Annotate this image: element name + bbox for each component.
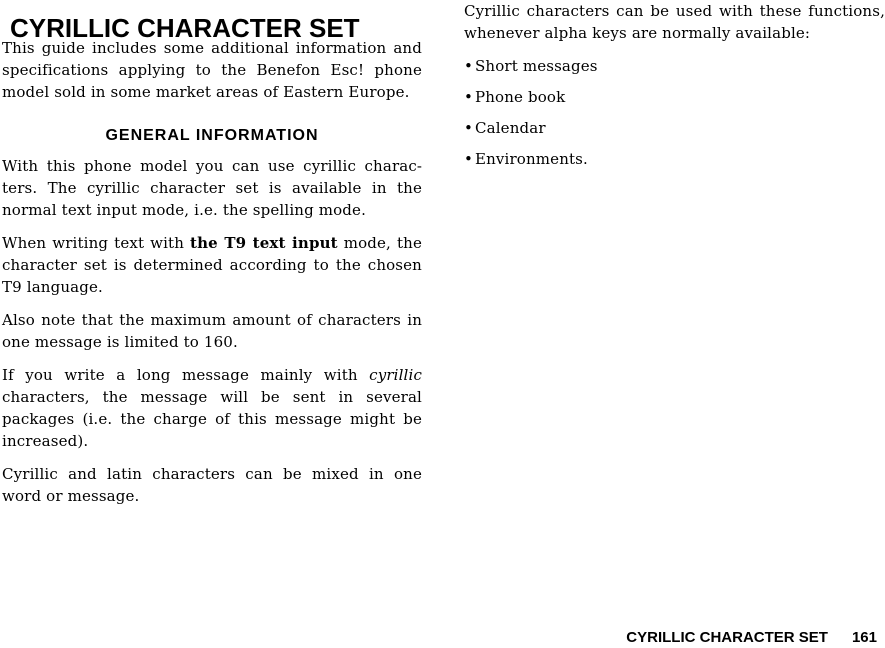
paragraph-character-limit: Also note that the maximum amount of characters in one message is limited to 160. [2, 311, 422, 351]
list-item: • Calendar [464, 119, 546, 137]
right-column [464, 0, 885, 179]
paragraph-long-message-before: If you write a long message mainly with [2, 366, 370, 384]
functions-list [464, 55, 885, 170]
section-heading-general-information: GENERAL INFORMATION [105, 127, 319, 144]
paragraph-mixed-characters: Cyrillic and latin characters can be mixed in one word or message. [2, 465, 422, 505]
paragraph-cyrillic-availability: With this phone model you can use cyrillic characters. The cyrillic character set is available in the normal text input mode, i.e. the spelling mode. [2, 157, 422, 219]
list-item: • Short messages [464, 57, 598, 75]
page-number: 161 [851, 629, 877, 646]
bullet-icon: • [464, 150, 473, 168]
paragraph-long-message-after: characters, the message will be sent in several packages (i.e. the charge of this message might be increased). [2, 388, 422, 450]
page-title: CYRILLIC CHARACTER SET [10, 13, 360, 44]
intro-paragraph: This guide includes some additional information and specifications applying to the Benefon Esc! phone model sold in some market areas of Eastern Europe. [2, 39, 422, 101]
functions-intro-paragraph: Cyrillic characters can be used with these functions, whenever alpha keys are normally available: [464, 2, 885, 42]
paragraph-t9-text-after: mode, the character set is determined according to the chosen T9 language. [2, 234, 422, 296]
footer-section-label: CYRILLIC CHARACTER SET [626, 629, 828, 646]
bullet-icon: • [464, 57, 473, 75]
paragraph-long-message [2, 364, 422, 452]
left-column [2, 37, 422, 518]
cyrillic-emphasis: cyrillic [369, 366, 422, 384]
t9-text-input-emphasis: the T9 text input [190, 234, 338, 252]
bullet-icon: • [464, 119, 473, 137]
bullet-icon: • [464, 88, 473, 106]
paragraph-t9-mode [2, 232, 422, 298]
list-item: • Environments. [464, 150, 588, 168]
paragraph-t9-text-before: When writing text with [2, 234, 191, 252]
page-footer [626, 628, 877, 648]
list-item: • Phone book [464, 88, 566, 106]
